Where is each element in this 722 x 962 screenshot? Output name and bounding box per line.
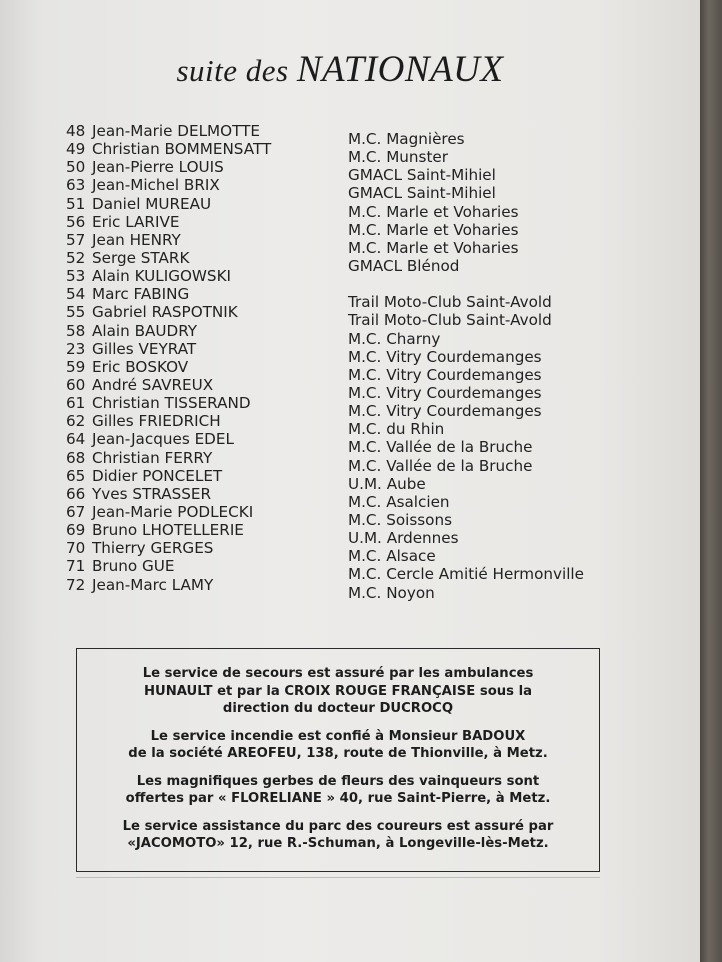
rider-club: M.C. Alsace	[348, 547, 436, 566]
rider-name: Daniel MUREAU	[92, 194, 212, 213]
rider-club: M.C. Charny	[348, 329, 441, 348]
rider-club: Trail Moto-Club Saint-Avold	[348, 311, 552, 330]
notice-line: Le service de secours est assuré par les ambulances	[142, 666, 534, 681]
rider-club: M.C. Marle et Voharies	[348, 202, 519, 221]
rider-name: Jean HENRY	[92, 230, 181, 249]
rider-number: 69	[66, 521, 86, 540]
rider-name: Jean-Michel BRIX	[92, 176, 220, 195]
notice-paragraph	[77, 665, 599, 718]
notice-line: de la société AREOFEU, 138, route de Thionville, à Metz.	[128, 746, 548, 761]
rider-name: Jean-Marie PODLECKI	[92, 502, 254, 521]
rider-club: M.C. Vallée de la Bruche	[348, 456, 533, 475]
rider-number: 57	[66, 230, 86, 249]
rider-name: Eric BOSKOV	[92, 357, 189, 376]
rider-name: Bruno LHOTELLERIE	[92, 521, 244, 540]
rider-name: Christian TISSERAND	[92, 394, 251, 413]
rider-number: 51	[66, 194, 86, 213]
rider-number: 68	[66, 448, 86, 467]
rider-number: 50	[66, 158, 86, 177]
rider-number: 66	[66, 484, 86, 503]
rider-club: M.C. Vitry Courdemanges	[348, 383, 542, 402]
rider-number: 49	[66, 140, 86, 159]
rider-name: Alain KULIGOWSKI	[92, 267, 232, 286]
rider-club: GMACL Blénod	[348, 256, 460, 275]
rider-number: 48	[66, 122, 86, 140]
rider-name: Didier PONCELET	[92, 466, 223, 485]
notice-line: Le service assistance du parc des coureurs est assuré par	[122, 818, 554, 834]
rider-club: M.C. Marle et Voharies	[348, 238, 519, 257]
rider-club: M.C. Vitry Courdemanges	[348, 402, 542, 421]
rider-club: M.C. Noyon	[348, 583, 435, 602]
rider-number: 67	[66, 502, 86, 521]
rider-club: M.C. Cercle Amitié Hermonville	[348, 565, 584, 584]
rider-name: Gilles VEYRAT	[92, 339, 197, 358]
rider-number: 61	[66, 394, 86, 413]
rider-club: M.C. Magnières	[348, 130, 465, 148]
rider-name: Thierry GERGES	[92, 539, 214, 558]
rider-name: Jean-Marie DELMOTTE	[92, 122, 260, 140]
rider-name: Christian BOMMENSATT	[92, 140, 272, 159]
rider-name: Bruno GUE	[92, 557, 175, 576]
rider-name: Gilles FRIEDRICH	[92, 412, 221, 431]
services-notice-box	[76, 648, 600, 872]
rider-number: 59	[66, 357, 86, 376]
rider-club: GMACL Saint-Mihiel	[348, 184, 496, 203]
rider-number: 52	[66, 248, 86, 267]
notice-line: Le service incendie est confié à Monsieur BADOUX	[150, 728, 526, 744]
book-edge	[700, 0, 722, 962]
rider-name: Eric LARIVE	[92, 212, 180, 231]
rider-club: M.C. Vitry Courdemanges	[348, 365, 542, 384]
rider-name: Marc FABING	[92, 285, 190, 304]
rider-number: 54	[66, 285, 86, 304]
notice-line: «JACOMOTO» 12, rue R.-Schuman, à Longeville-lès-Metz.	[127, 836, 549, 851]
rider-club: M.C. Soissons	[348, 510, 452, 529]
notice-line: HUNAULT et par la CROIX ROUGE FRANÇAISE sous la	[143, 683, 533, 699]
rider-club: M.C. Vitry Courdemanges	[348, 347, 542, 366]
page-title	[0, 48, 680, 91]
rider-number: 71	[66, 557, 86, 576]
rider-name: Jean-Jacques EDEL	[92, 430, 234, 449]
notice-line: direction du docteur DUCROCQ	[222, 701, 454, 716]
rider-club: M.C. Munster	[348, 148, 449, 167]
rider-name: Yves STRASSER	[92, 484, 212, 503]
rider-number: 63	[66, 176, 86, 195]
rider-number: 64	[66, 430, 86, 449]
rider-club: U.M. Ardennes	[348, 529, 459, 548]
notice-line: Les magnifiques gerbes de fleurs des vainqueurs sont	[136, 773, 540, 789]
rider-number: 23	[66, 339, 86, 358]
rider-number: 55	[66, 303, 86, 322]
rider-club: M.C. Marle et Voharies	[348, 220, 519, 239]
rider-number: 60	[66, 375, 86, 394]
rider-number: 65	[66, 466, 86, 485]
notice-line: offertes par « FLORELIANE » 40, rue Saint-Pierre, à Metz.	[125, 791, 551, 806]
rider-name: Jean-Marc LAMY	[92, 575, 214, 594]
notice-paragraph	[77, 728, 599, 763]
rider-number: 62	[66, 412, 86, 431]
rider-name: André SAVREUX	[92, 375, 214, 394]
rider-name: Jean-Pierre LOUIS	[92, 158, 224, 177]
notice-paragraph	[77, 818, 599, 853]
rider-name: Gabriel RASPOTNIK	[92, 303, 238, 322]
rider-number: 56	[66, 212, 86, 231]
rider-name: Christian FERRY	[92, 448, 213, 467]
rider-club: M.C. Asalcien	[348, 492, 450, 511]
rider-club: Trail Moto-Club Saint-Avold	[348, 293, 552, 312]
rider-club: M.C. Vallée de la Bruche	[348, 438, 533, 457]
rider-number: 53	[66, 267, 86, 286]
rider-name: Alain BAUDRY	[92, 321, 198, 340]
rider-club: GMACL Saint-Mihiel	[348, 166, 496, 185]
rider-club: M.C. du Rhin	[348, 420, 445, 439]
notice-paragraph	[77, 773, 599, 808]
divider	[76, 877, 600, 878]
title-main: NATIONAUX	[296, 49, 504, 90]
rider-name: Serge STARK	[92, 248, 190, 267]
title-prefix: suite des	[176, 53, 297, 88]
rider-number: 70	[66, 539, 86, 558]
rider-number: 58	[66, 321, 86, 340]
rider-club: U.M. Aube	[348, 474, 426, 493]
rider-number: 72	[66, 575, 86, 594]
